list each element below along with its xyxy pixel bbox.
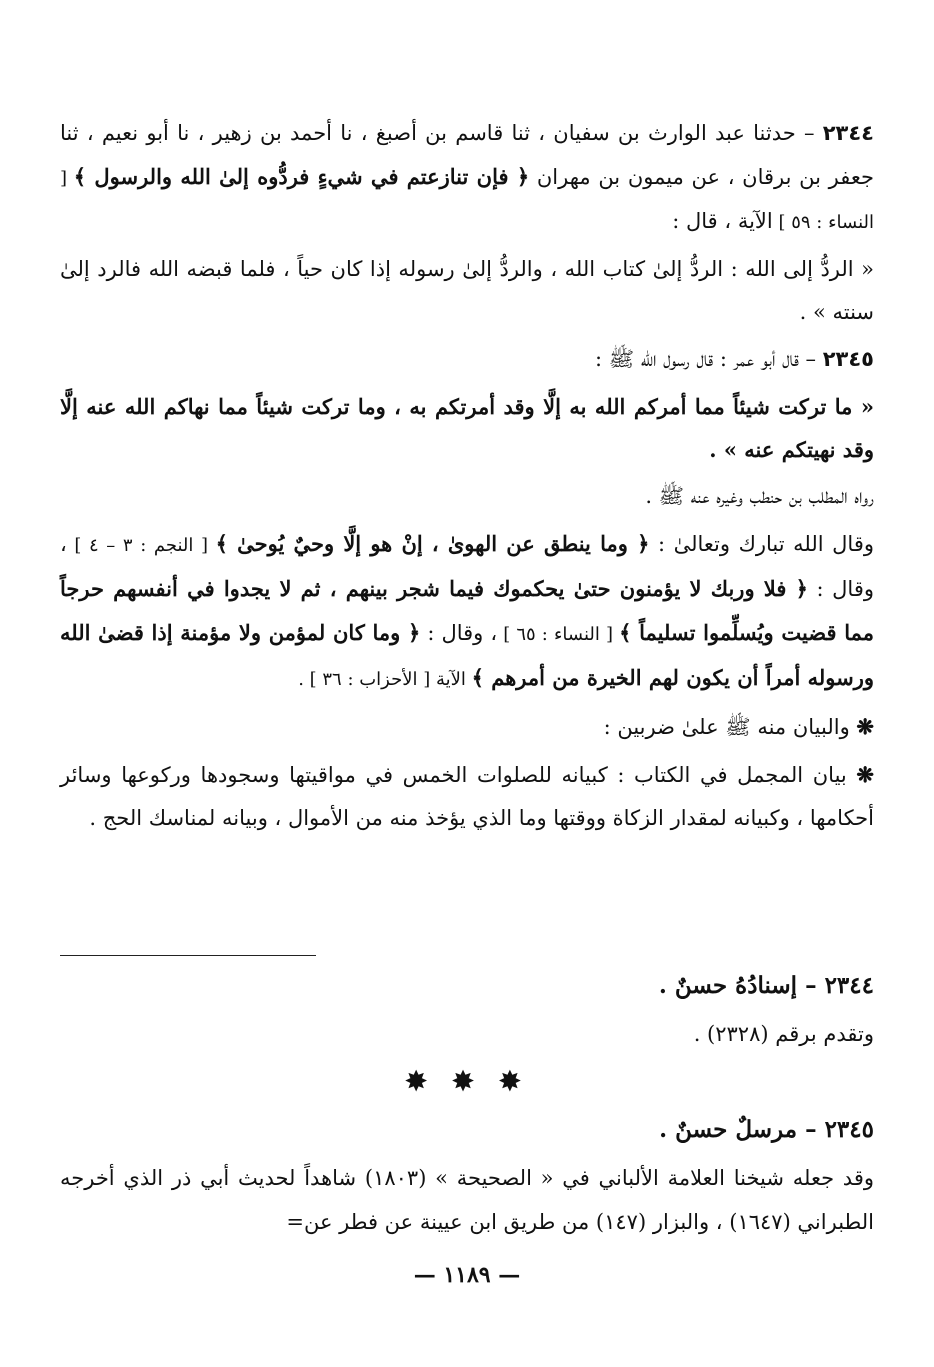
intro-text: – قال أبو عمر : قال رسول الله ﷺ : <box>595 347 823 371</box>
quran-verse: ﴿ فلا وربك لا يؤمنون حتىٰ يحكموك فيما شجر بينهم ، ثم لا يجدوا في أنفسهم حرجاً مما قضيت ويُسلِّموا تسليماً ﴾ <box>60 576 875 645</box>
note-2344-ref: وتقدم برقم (٢٣٢٨) . <box>693 1022 874 1046</box>
verse-reference: [ النجم : ٣ – ٤ ] <box>66 535 216 556</box>
hadith-2344 <box>60 112 874 244</box>
text: بيان المجمل في الكتاب : كبيانه للصلوات الخمس في مواقيتها وسجودها وركوعها وسائر أحكامها ، وكبيانه لمقدار الزكاة ووقتها وما الذي يؤخذ منه من الأموال ، وبيانه لمناسك الحج . <box>60 763 874 830</box>
star-separator-icon: ✸ ✸ ✸ <box>405 1067 529 1097</box>
note-2345-body: وقد جعله شيخنا العلامة الألباني في « الصحيحة » (١٨٠٣) شاهداً لحديث أبي ذر الذي أخرجه الطبراني (١٦٤٧) ، والبزار (١٤٧) من طريق ابن عيينة عن فطر عن= <box>60 1166 875 1234</box>
star-bullet-icon: ❋ <box>856 762 874 787</box>
bayan-intro <box>60 705 874 749</box>
main-text <box>60 112 874 844</box>
note-2344 <box>60 964 874 1008</box>
bayan-detail <box>60 753 874 840</box>
verse-reference: [ النساء : ٥٩ ] <box>60 168 874 233</box>
hadith-number: ٢٣٤٥ <box>822 347 874 371</box>
quran-verse: ﴿ وما كان لمؤمن ولا مؤمنة إذا قضىٰ الله ورسوله أمراً أن يكون لهم الخيرة من أمرهم ﴾ <box>60 620 874 690</box>
page-number: — ١١٨٩ — <box>413 1262 521 1288</box>
narration-text: رواه المطلب بن حنطب وغيره عنه ﷺ . <box>645 484 874 508</box>
verses-paragraph <box>60 522 874 701</box>
hadith-2344-quote: « الردُّ إلى الله : الردُّ إلىٰ كتاب الله ، والردُّ إلىٰ رسوله إذا كان حياً ، فلما قبضه الله فالرد إلىٰ سنته » . <box>60 257 874 324</box>
star-bullet-icon: ❋ <box>856 714 874 739</box>
text: وقال الله تبارك وتعالىٰ : <box>649 532 874 556</box>
isnad-text: – حدثنا عبد الوارث بن سفيان ، ثنا قاسم بن أصبغ ، نا أحمد بن زهير ، نا أبو نعيم ، ثنا جعفر بن برقان ، عن ميمون بن مهران <box>60 121 874 189</box>
note-heading: – إسنادُهُ حسنٌ . <box>658 972 825 999</box>
footnotes <box>60 964 874 1248</box>
text: ، وقال : <box>420 621 498 645</box>
hadith-2345 <box>60 338 874 381</box>
verse-reference: الآية [ الأحزاب : ٣٦ ] . <box>298 669 472 690</box>
verse-reference: [ النساء : ٦٥ ] <box>497 624 620 645</box>
text: ، وقال : <box>60 532 874 601</box>
continuation-text: الآية ، قال : <box>672 209 773 233</box>
text: والبيان منه ﷺ علىٰ ضربين : <box>603 715 857 739</box>
note-2345 <box>60 1108 874 1152</box>
quran-verse: ﴿ وما ينطق عن الهوىٰ ، إنْ هو إلَّا وحيٌ يُوحىٰ ﴾ <box>215 531 650 556</box>
hadith-2345-quote: « ما تركت شيئاً مما أمركم الله به إلَّا وقد أمرتكم به ، وما تركت شيئاً مما نهاكم الله عنه إلَّا وقد نهيتكم عنه » . <box>60 394 874 462</box>
quran-verse: ﴿ فإن تنازعتم في شيءٍ فردُّوه إلىٰ الله والرسول ﴾ <box>73 164 530 189</box>
note-number: ٢٣٤٥ <box>824 1116 874 1143</box>
note-number: ٢٣٤٤ <box>824 972 874 999</box>
hadith-number: ٢٣٤٤ <box>822 121 874 145</box>
note-heading: – مرسلٌ حسنٌ . <box>659 1116 825 1143</box>
footnote-divider <box>60 955 316 956</box>
